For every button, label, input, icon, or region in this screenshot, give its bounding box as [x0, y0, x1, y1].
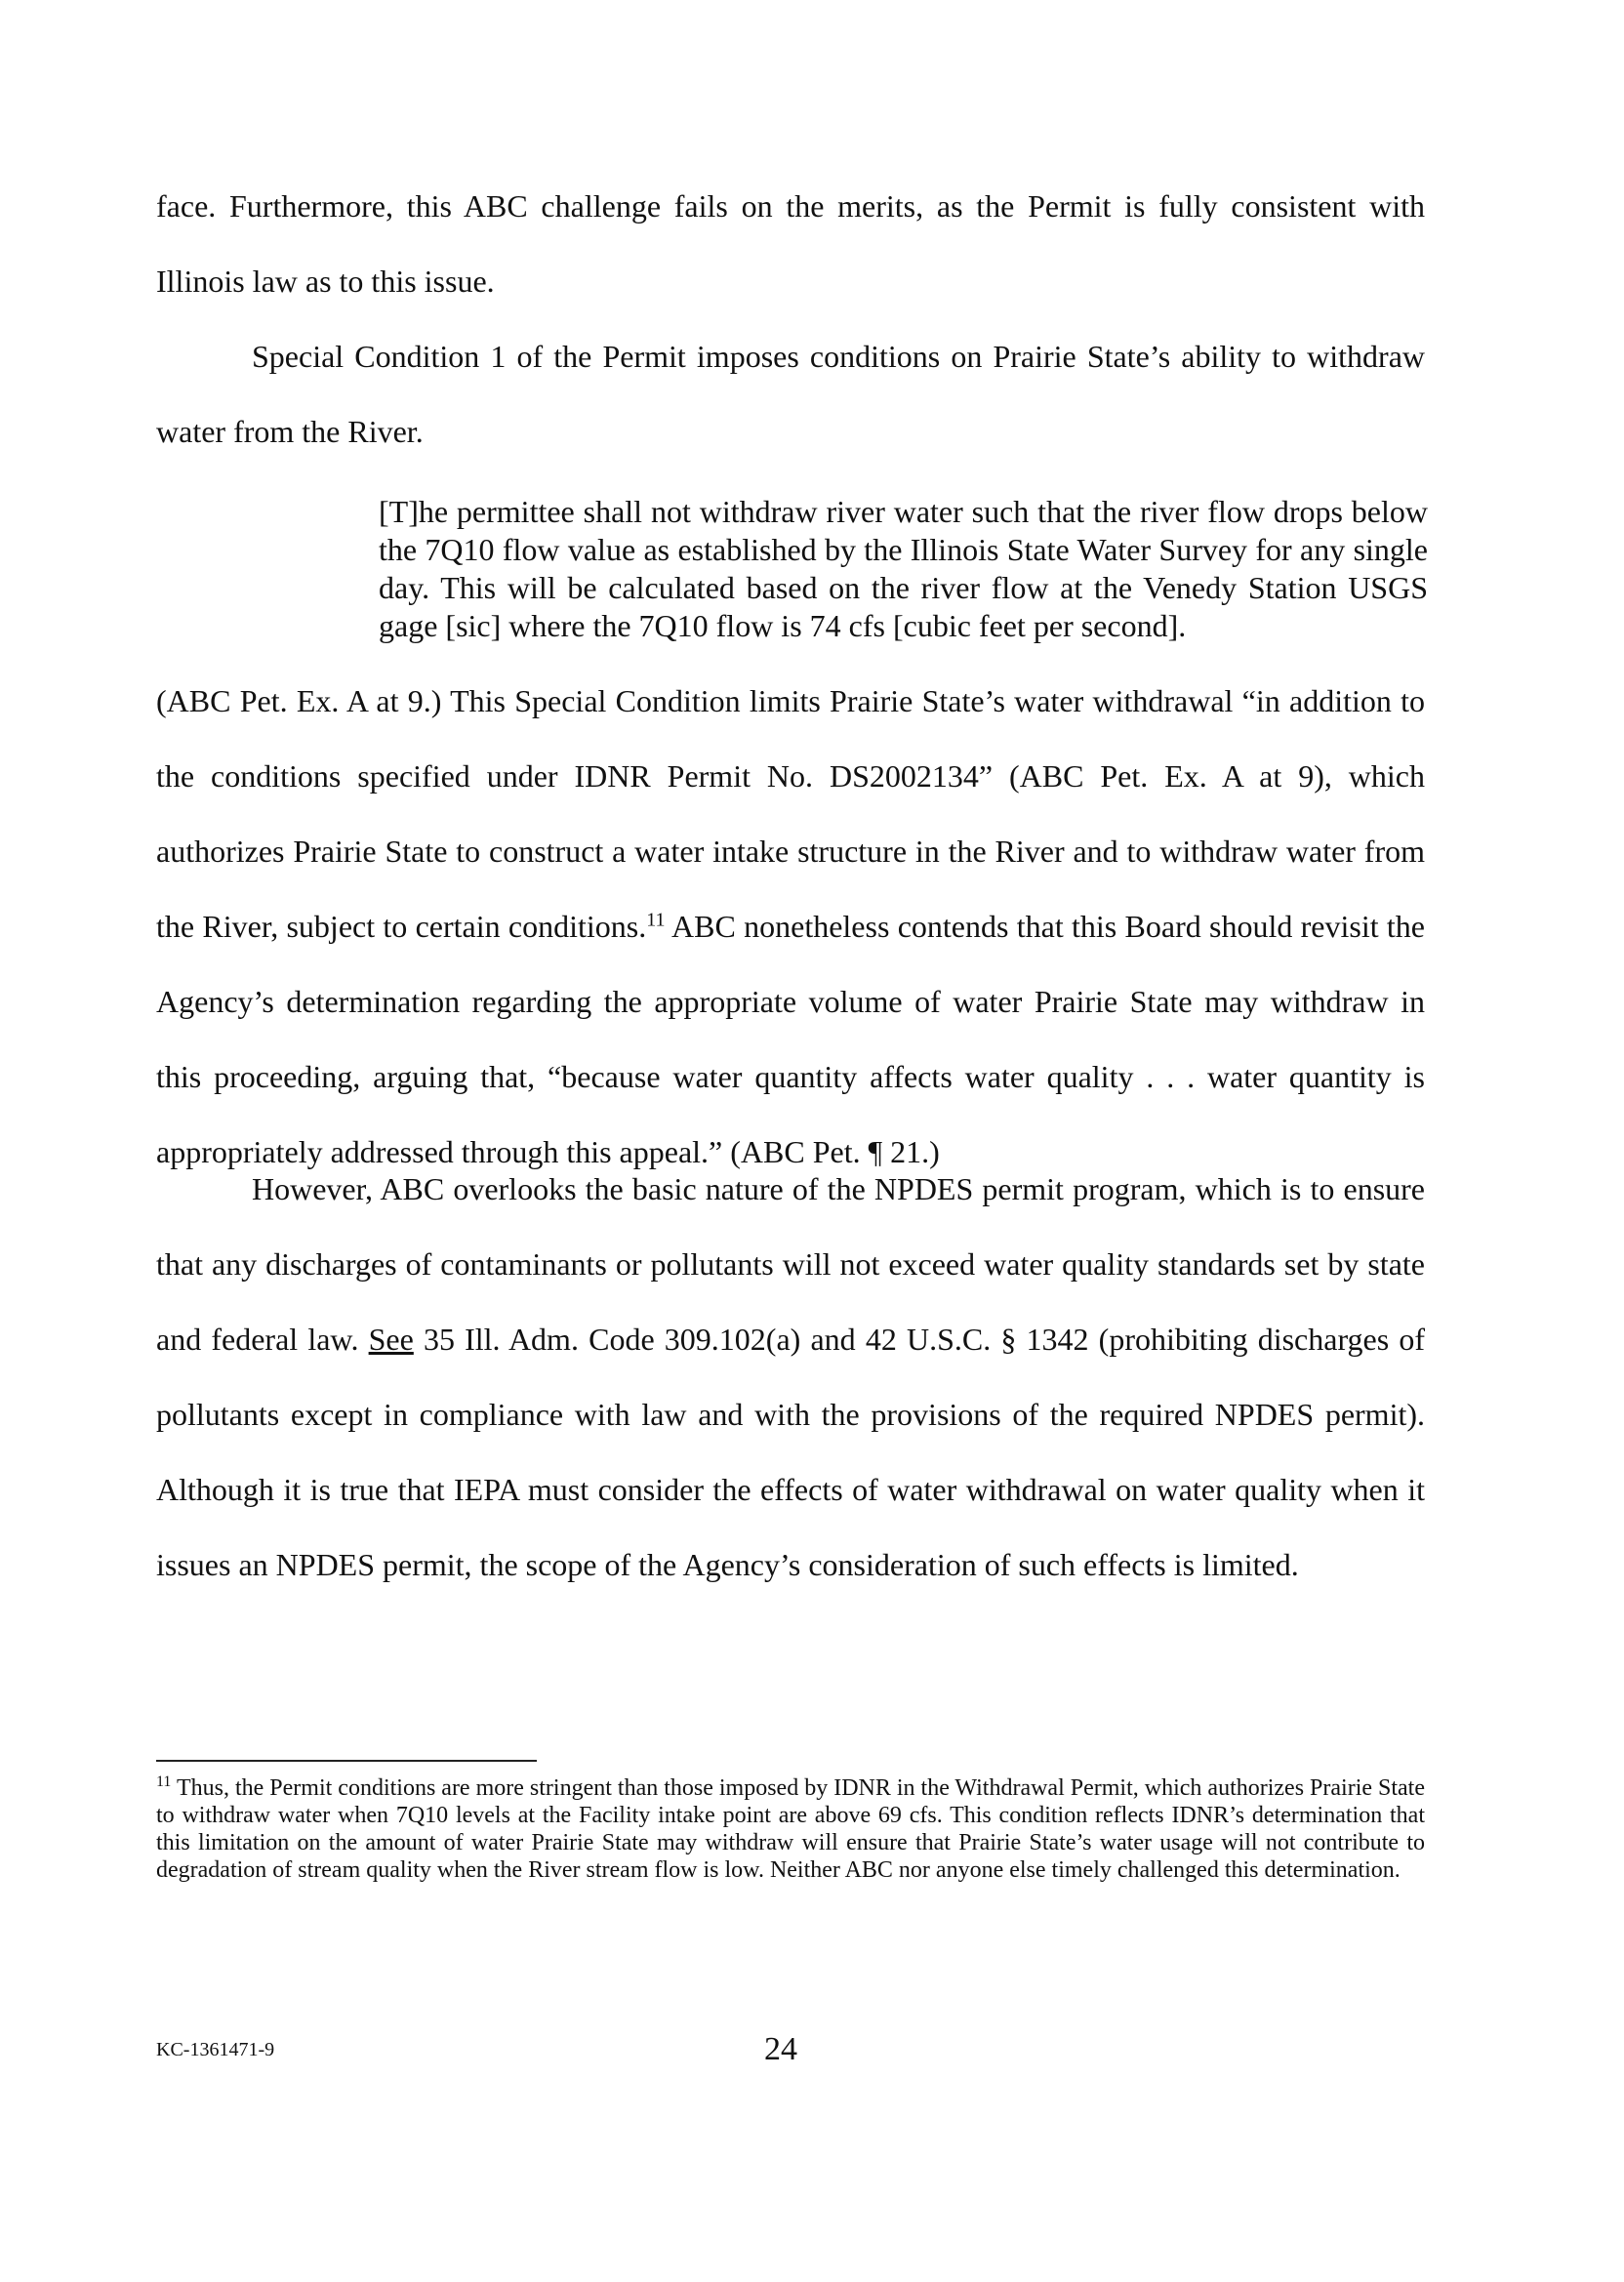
paragraph-4-text	[156, 1152, 1425, 1603]
paragraph-4-part-2: 35 Ill. Adm. Code 309.102(a) and 42 U.S.C. § 1342 (prohibiting discharges of pollutants except in compliance with law and with the provisions of the required NPDES permit). Although it is true that IEPA must consider the effects of water withdrawal on water quality when it issues an NPDES permit, the scope of the Agency’s consideration of such effects is limited.	[156, 1322, 1426, 1582]
footnote-body: Thus, the Permit conditions are more stringent than those imposed by IDNR in the Withdrawal Permit, which authorizes Prairie State to withdraw water when 7Q10 levels at the Facility intake point are above 69 cfs. This condition reflects IDNR’s determination that this limitation on the amount of water Prairie State may withdraw will ensure that Prairie State’s water usage will not contribute to degradation of stream quality when the River stream flow is low. Neither ABC nor anyone else timely challenged this determination.	[156, 1775, 1425, 1883]
paragraph-1-text: face. Furthermore, this ABC challenge fails on the merits, as the Permit is fully consistent with Illinois law as to this issue.	[156, 188, 1425, 299]
paragraph-4	[156, 1152, 1425, 1603]
paragraph-3	[156, 664, 1425, 1190]
footnote-divider	[156, 1760, 537, 1762]
paragraph-2	[156, 319, 1425, 469]
paragraph-2-text: Special Condition 1 of the Permit imposes conditions on Prairie State’s ability to withdraw water from the River.	[156, 339, 1425, 449]
paragraph-1	[156, 169, 1425, 319]
paragraph-4-part-1: However, ABC overlooks the basic nature of the NPDES permit program, which is to ensure that any discharges of contaminants or pollutants will not exceed water quality standards set by state and federal law.	[156, 1171, 1425, 1357]
page-number: 24	[764, 2031, 797, 2067]
paragraph-3-text	[156, 664, 1425, 1190]
block-quote	[379, 493, 1428, 645]
paragraph-3-part-1: (ABC Pet. Ex. A at 9.) This Special Condition limits Prairie State’s water withdrawal “in addition to the conditions specified under IDNR Permit No. DS2002134” (ABC Pet. Ex. A at 9), which authorizes Prairie State to construct a water intake structure in the River and to withdraw water from the River, subject to certain conditions.	[156, 683, 1425, 944]
footnote-11	[156, 1774, 1425, 1884]
block-quote-text: [T]he permittee shall not withdraw river water such that the river flow drops below the 7Q10 flow value as established by the Illinois State Water Survey for any single day. This will be calculated based on the river flow at the Venedy Station USGS gage [sic] where the 7Q10 flow is 74 cfs [cubic feet per second].	[379, 494, 1428, 643]
footnote-marker: 11	[156, 1773, 172, 1790]
footnote-text	[156, 1774, 1425, 1884]
footnote-reference: 11	[646, 909, 666, 931]
see-signal: See	[368, 1322, 414, 1357]
document-id: KC-1361471-9	[156, 2039, 275, 2060]
paragraph-3-part-2: ABC nonetheless contends that this Board should revisit the Agency’s determination regarding the appropriate volume of water Prairie State may withdraw in this proceeding, arguing that, “because water quantity affects water quality . . . water quantity is appropriately addressed through this appeal.” (ABC Pet. ¶ 21.)	[156, 909, 1426, 1169]
